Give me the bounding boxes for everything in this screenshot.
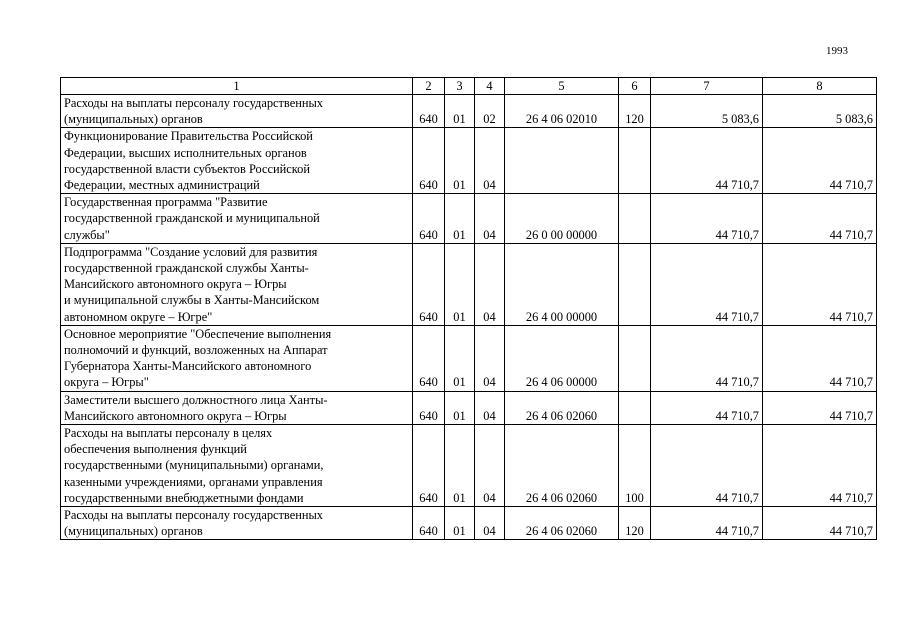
expense-type-cell xyxy=(619,128,651,194)
item-name-line: Функционирование Правительства Российской xyxy=(64,129,313,144)
item-name-line: округа – Югры" xyxy=(64,375,149,390)
item-name-line: автономном округе – Югре" xyxy=(64,309,213,324)
amount-cell: 44 710,7 xyxy=(651,128,763,194)
item-name-line: (муниципальных) органов xyxy=(64,524,203,539)
item-name-line: Федерации, высших исполнительных органов xyxy=(64,145,307,160)
item-name-line: Федерации, местных администраций xyxy=(64,178,260,193)
item-name-line: Заместители высшего должностного лица Ханты- xyxy=(64,392,328,407)
item-name-cell xyxy=(61,507,413,540)
chapter-code-cell: 01 xyxy=(445,95,475,128)
section-code-cell: 640 xyxy=(413,194,445,244)
amount-cell: 5 083,6 xyxy=(763,95,877,128)
subchapter-code-cell: 04 xyxy=(475,243,505,325)
amount-cell: 44 710,7 xyxy=(763,507,877,540)
col-header-4: 4 xyxy=(475,78,505,95)
chapter-code-cell: 01 xyxy=(445,391,475,424)
chapter-code-cell: 01 xyxy=(445,325,475,391)
table-row xyxy=(61,507,877,540)
item-name-cell xyxy=(61,194,413,244)
target-article-cell: 26 4 06 02060 xyxy=(505,391,619,424)
target-article-cell: 26 4 06 02060 xyxy=(505,507,619,540)
header-row xyxy=(61,78,877,95)
item-name-line: государственной власти субъектов Российской xyxy=(64,161,311,176)
col-header-6: 6 xyxy=(619,78,651,95)
amount-cell: 44 710,7 xyxy=(763,243,877,325)
col-header-3: 3 xyxy=(445,78,475,95)
amount-cell: 44 710,7 xyxy=(651,391,763,424)
table-row xyxy=(61,425,877,507)
item-name-line: казенными учреждениями, органами управления xyxy=(64,474,323,489)
table-body xyxy=(61,95,877,540)
item-name-cell xyxy=(61,128,413,194)
item-name-line: службы" xyxy=(64,227,110,242)
amount-cell: 44 710,7 xyxy=(763,391,877,424)
item-name-line: и муниципальной службы в Ханты-Мансийском xyxy=(64,293,320,308)
chapter-code-cell: 01 xyxy=(445,243,475,325)
target-article-cell: 26 4 06 00000 xyxy=(505,325,619,391)
expense-type-cell xyxy=(619,194,651,244)
amount-cell: 44 710,7 xyxy=(651,243,763,325)
col-header-1: 1 xyxy=(61,78,413,95)
expense-type-cell: 120 xyxy=(619,507,651,540)
table-row xyxy=(61,128,877,194)
item-name-line: Расходы на выплаты персоналу государственных xyxy=(64,508,323,523)
target-article-cell: 26 4 06 02010 xyxy=(505,95,619,128)
amount-cell: 44 710,7 xyxy=(651,507,763,540)
col-header-7: 7 xyxy=(651,78,763,95)
amount-cell: 44 710,7 xyxy=(651,325,763,391)
item-name-line: государственными (муниципальными) органами, xyxy=(64,458,324,473)
item-name-line: Расходы на выплаты персоналу государственных xyxy=(64,96,323,110)
item-name-line: обеспечения выполнения функций xyxy=(64,442,247,457)
subchapter-code-cell: 04 xyxy=(475,507,505,540)
chapter-code-cell: 01 xyxy=(445,128,475,194)
target-article-cell: 26 0 00 00000 xyxy=(505,194,619,244)
subchapter-code-cell: 04 xyxy=(475,128,505,194)
chapter-code-cell: 01 xyxy=(445,425,475,507)
page-number: 1993 xyxy=(826,45,848,57)
item-name-line: Мансийского автономного округа – Югры xyxy=(64,277,287,292)
chapter-code-cell: 01 xyxy=(445,507,475,540)
amount-cell: 44 710,7 xyxy=(763,425,877,507)
expense-type-cell xyxy=(619,391,651,424)
amount-cell: 44 710,7 xyxy=(763,194,877,244)
subchapter-code-cell: 04 xyxy=(475,194,505,244)
item-name-line: Мансийского автономного округа – Югры xyxy=(64,408,287,423)
chapter-code-cell: 01 xyxy=(445,194,475,244)
item-name-line: Расходы на выплаты персоналу в целях xyxy=(64,426,273,441)
item-name-line: (муниципальных) органов xyxy=(64,112,203,127)
subchapter-code-cell: 02 xyxy=(475,95,505,128)
item-name-cell xyxy=(61,325,413,391)
amount-cell: 44 710,7 xyxy=(763,325,877,391)
item-name-line: полномочий и функций, возложенных на Аппарат xyxy=(64,343,328,358)
subchapter-code-cell: 04 xyxy=(475,425,505,507)
subchapter-code-cell: 04 xyxy=(475,325,505,391)
amount-cell: 44 710,7 xyxy=(651,425,763,507)
col-header-5: 5 xyxy=(505,78,619,95)
item-name-line: государственной гражданской службы Ханты- xyxy=(64,261,309,276)
item-name-line: государственными внебюджетными фондами xyxy=(64,490,304,505)
table-row xyxy=(61,391,877,424)
section-code-cell: 640 xyxy=(413,243,445,325)
expense-type-cell: 100 xyxy=(619,425,651,507)
item-name-line: Государственная программа "Развитие xyxy=(64,195,268,210)
item-name-cell xyxy=(61,95,413,128)
item-name-line: Подпрограмма "Создание условий для развития xyxy=(64,244,318,259)
item-name-cell xyxy=(61,391,413,424)
item-name-line: государственной гражданской и муниципальной xyxy=(64,211,320,226)
amount-cell: 44 710,7 xyxy=(763,128,877,194)
item-name-cell xyxy=(61,425,413,507)
section-code-cell: 640 xyxy=(413,128,445,194)
col-header-8: 8 xyxy=(763,78,877,95)
section-code-cell: 640 xyxy=(413,95,445,128)
budget-table xyxy=(60,77,877,540)
section-code-cell: 640 xyxy=(413,425,445,507)
table-row xyxy=(61,325,877,391)
table-row xyxy=(61,95,877,128)
col-header-2: 2 xyxy=(413,78,445,95)
expense-type-cell: 120 xyxy=(619,95,651,128)
target-article-cell: 26 4 06 02060 xyxy=(505,425,619,507)
amount-cell: 5 083,6 xyxy=(651,95,763,128)
table-row xyxy=(61,243,877,325)
section-code-cell: 640 xyxy=(413,507,445,540)
target-article-cell xyxy=(505,128,619,194)
table-row xyxy=(61,194,877,244)
item-name-line: Основное мероприятие "Обеспечение выполнения xyxy=(64,326,332,341)
expense-type-cell xyxy=(619,325,651,391)
amount-cell: 44 710,7 xyxy=(651,194,763,244)
section-code-cell: 640 xyxy=(413,391,445,424)
item-name-line: Губернатора Ханты-Мансийского автономного xyxy=(64,359,312,374)
section-code-cell: 640 xyxy=(413,325,445,391)
expense-type-cell xyxy=(619,243,651,325)
item-name-cell xyxy=(61,243,413,325)
target-article-cell: 26 4 00 00000 xyxy=(505,243,619,325)
subchapter-code-cell: 04 xyxy=(475,391,505,424)
